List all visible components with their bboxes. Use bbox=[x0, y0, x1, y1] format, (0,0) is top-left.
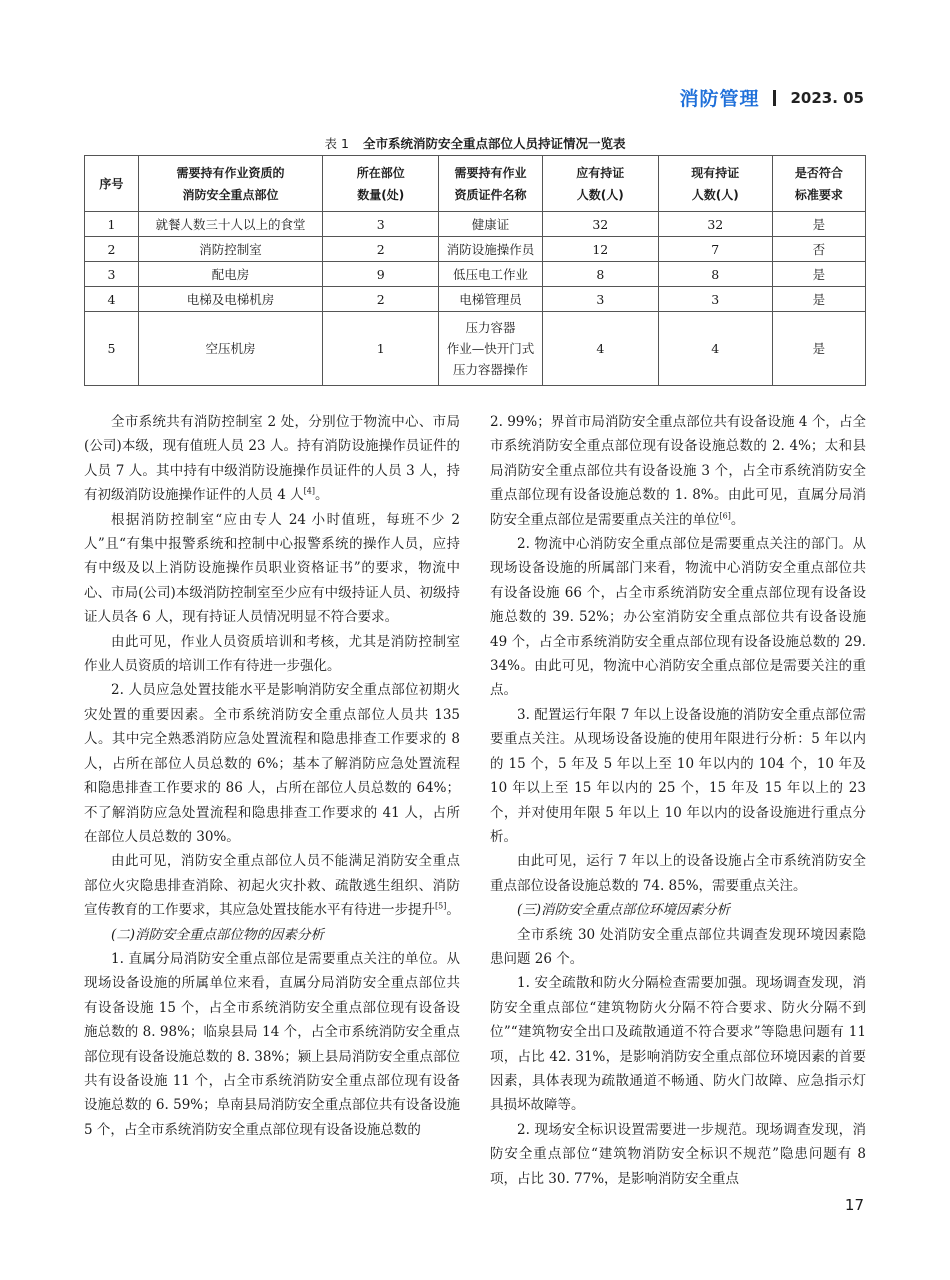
running-header bbox=[679, 84, 864, 111]
right-column bbox=[490, 410, 866, 1191]
header-required: 应有持证 人数(人) bbox=[542, 156, 658, 212]
table-header-row bbox=[85, 156, 866, 212]
cert-multiline: 压力容器 作业—快开门式 压力容器操作 bbox=[439, 312, 543, 386]
paragraph: 2. 现场安全标识设置需要进一步规范。现场调查发现，消防安全重点部位“建筑物消防安全标识不规范”隐患问题有 8 项，占比 30. 77%，是影响消防安全重点 bbox=[490, 1121, 866, 1187]
table-row: 2 消防控制室 2 消防设施操作员 12 7 否 bbox=[85, 237, 866, 262]
paragraph: 由此可见，消防安全重点部位人员不能满足消防安全重点部位火灾隐患排查消除、初起火灾扑救、疏散逃生组织、消防宣传教育的工作要求，其应急处置技能水平有待进一步提升[5]。 bbox=[84, 853, 460, 919]
paragraph: 根据消防控制室“应由专人 24 小时值班，每班不少 2 人”且“有集中报警系统和控制中心报警系统的操作人员，应持有中级及以上消防设施操作员职业资格证书”的要求，物流中心、市局(公司)本级消防控制室至少应有中级持证人员、初级持证人员各 6 人，现有持证人员情况明显不符合要求。 bbox=[84, 511, 460, 626]
table-caption-title: 全市系统消防安全重点部位人员持证情况一览表 bbox=[362, 136, 626, 151]
table-row: 1 就餐人数三十人以上的食堂 3 健康证 32 32 是 bbox=[85, 212, 866, 237]
header-no: 序号 bbox=[85, 156, 139, 212]
table-row: 4 电梯及电梯机房 2 电梯管理员 3 3 是 bbox=[85, 287, 866, 312]
table-row: 3 配电房 9 低压电工作业 8 8 是 bbox=[85, 262, 866, 287]
paragraph: 由此可见，作业人员资质培训和考核，尤其是消防控制室作业人员资质的培训工作有待进一步强化。 bbox=[84, 633, 460, 675]
page-number: 17 bbox=[844, 1196, 864, 1214]
certification-table bbox=[84, 155, 866, 386]
header-cert: 需要持有作业 资质证件名称 bbox=[439, 156, 543, 212]
paragraph: 全市系统 30 处消防安全重点部位共调查发现环境因素隐患问题 26 个。 bbox=[490, 926, 866, 967]
table-caption-number: 表 1 bbox=[324, 136, 349, 151]
paragraph: 1. 安全疏散和防火分隔检查需要加强。现场调查发现，消防安全重点部位“建筑物防火分隔不符合要求、防火分隔不到位”“建筑物安全出口及疏散通道不符合要求”等隐患问题有 11 项，占比 42. 31%，是影响消防安全重点部位环境因素的首要因素，具体表现为疏散通道不畅通、防火门故障、应急指示灯具损坏故障等。 bbox=[490, 975, 866, 1114]
header-compliant: 是否符合 标准要求 bbox=[772, 156, 865, 212]
header-count: 所在部位 数量(处) bbox=[323, 156, 439, 212]
section-heading: (三)消防安全重点部位环境因素分析 bbox=[517, 902, 731, 919]
paragraph: 2. 物流中心消防安全重点部位是需要重点关注的部门。从现场设备设施的所属部门来看，物流中心消防安全重点部位共有设备设施 66 个，占全市系统消防安全重点部位现有设备设施总数的 39. 52%；办公室消防安全重点部位共有设备设施 49 个，占全市系统消防安全重点部位现有设备设施总数的 29. 34%。由此可见，物流中心消防安全重点部位是需要关注的重点。 bbox=[490, 536, 866, 699]
paragraph: 由此可见，运行 7 年以上的设备设施占全市系统消防安全重点部位设备设施总数的 74. 85%，需要重点关注。 bbox=[490, 853, 866, 894]
table-row: 5 空压机房 1 压力容器 作业—快开门式 压力容器操作 4 4 是 bbox=[85, 312, 866, 386]
header-separator bbox=[773, 90, 776, 106]
paragraph: 全市系统共有消防控制室 2 处，分别位于物流中心、市局(公司)本级，现有值班人员 23 人。持有消防设施操作员证件的人员 7 人。其中持有中级消防设施操作员证件的人员 3 人，持有初级消防设施操作证件的人员 4 人[4]。 bbox=[84, 414, 460, 504]
section-heading: (二)消防安全重点部位物的因素分析 bbox=[111, 926, 325, 943]
header-current: 现有持证 人数(人) bbox=[658, 156, 772, 212]
table-caption bbox=[0, 134, 950, 152]
paragraph: 2. 99%；界首市局消防安全重点部位共有设备设施 4 个，占全市系统消防安全重点部位现有设备设施总数的 2. 4%；太和县局消防安全重点部位共有设备设施 3 个，占全市系统消防安全重点部位现有设备设施总数的 1. 8%。由此可见，直属分局消防安全重点部位是需要重点关注的单位[6]。 bbox=[490, 414, 866, 528]
journal-name: 消防管理 bbox=[679, 88, 760, 110]
paragraph: 3. 配置运行年限 7 年以上设备设施的消防安全重点部位需要重点关注。从现场设备设施的使用年限进行分析：5 年以内的 15 个，5 年及 5 年以上至 10 年以内的 104 个，10 年及 10 年以上至 15 年以内的 25 个，15 年及 15 年以上的 23 个，并对使用年限 5 年以上 10 年以内的设备设施进行重点分析。 bbox=[490, 706, 866, 845]
issue-number: 2023. 05 bbox=[790, 88, 864, 107]
paragraph: 2. 人员应急处置技能水平是影响消防安全重点部位初期火灾处置的重要因素。全市系统消防安全重点部位人员共 135 人。其中完全熟悉消防应急处置流程和隐患排查工作要求的 8 人，占所在部位人员总数的 6%；基本了解消防应急处置流程和隐患排查工作要求的 86 人，占所在部位人员总数的 64%；不了解消防应急处置流程和隐患排查工作要求的 41 人，占所在部位人员总数的 30%。 bbox=[84, 682, 460, 845]
paragraph: 1. 直属分局消防安全重点部位是需要重点关注的单位。从现场设备设施的所属单位来看，直属分局消防安全重点部位共有设备设施 15 个，占全市系统消防安全重点部位现有设备设施总数的 8. 98%；临泉县局 14 个，占全市系统消防安全重点部位现有设备设施总数的 8. 38%；颍上县局消防安全重点部位共有设备设施 11 个，占全市系统消防安全重点部位现有设备设施总数的 6. 59%；阜南县局消防安全重点部位共有设备设施 5 个，占全市系统消防安全重点部位现有设备设施总数的 bbox=[84, 950, 460, 1138]
left-column bbox=[84, 410, 460, 1142]
header-place: 需要持有作业资质的 消防安全重点部位 bbox=[138, 156, 322, 212]
